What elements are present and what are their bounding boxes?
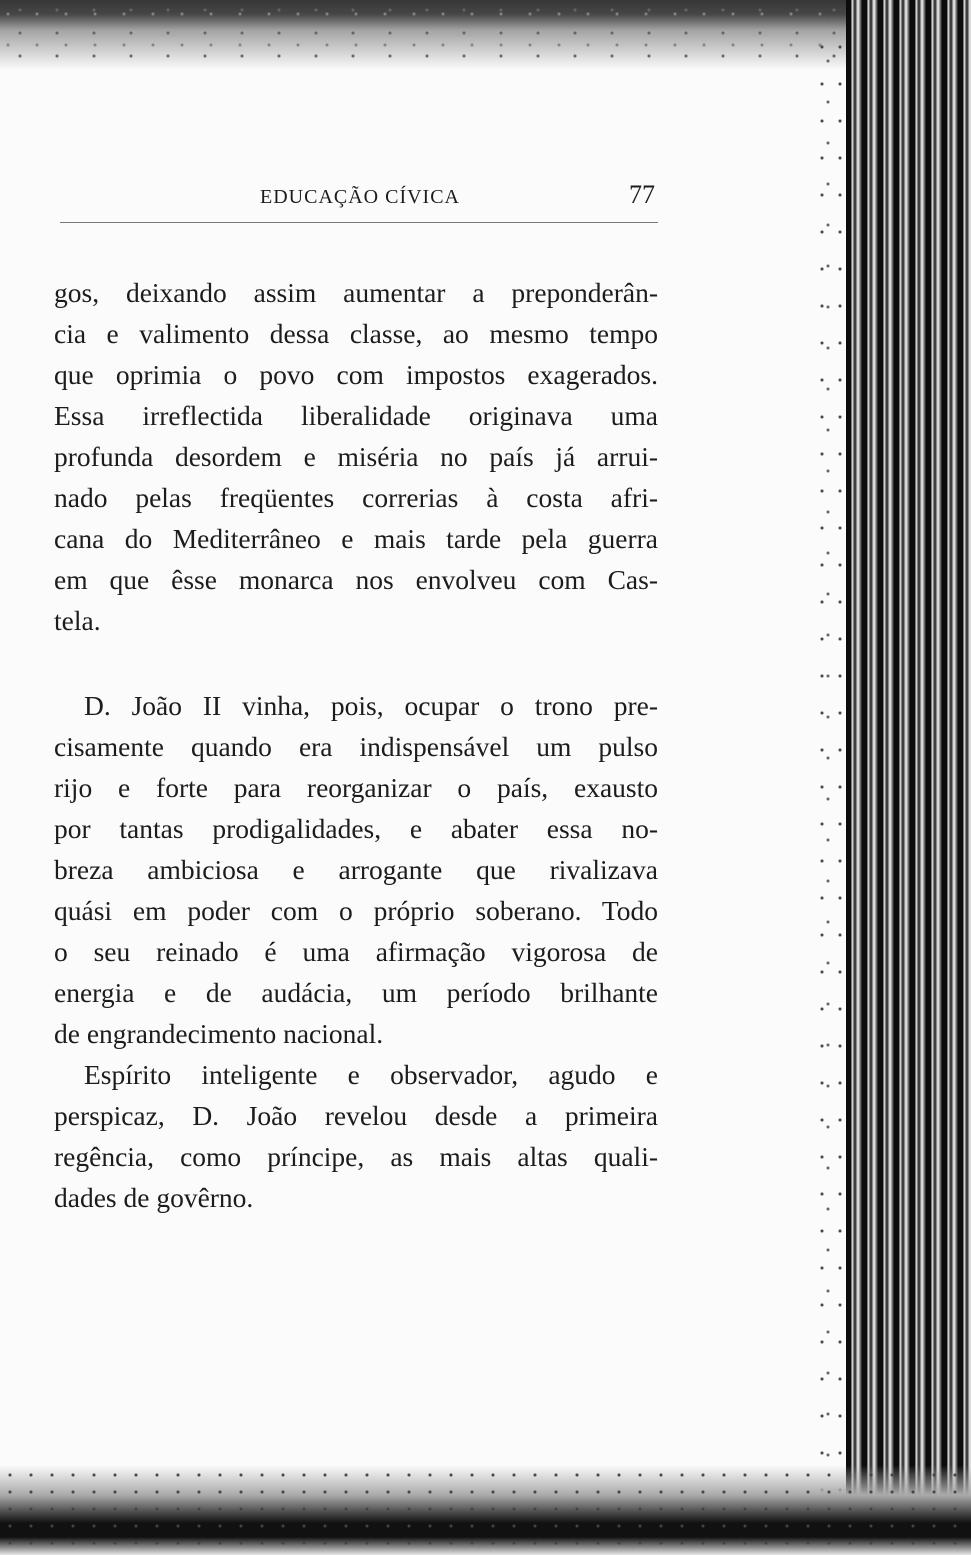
book-gutter-edge [846, 0, 971, 1555]
header-rule [60, 222, 658, 223]
text-line: profunda desordem e miséria no país já arrui- [54, 441, 658, 472]
running-header [260, 180, 655, 216]
text-line: gos, deixando assim aumentar a preponderân- [54, 277, 658, 308]
page-number: 77 [629, 180, 655, 209]
text-line: cana do Mediterrâneo e mais tarde pela guerra [54, 523, 658, 554]
running-title: EDUCAÇÃO CÍVICA [260, 186, 460, 208]
text-line: o seu reinado é uma afirmação vigorosa de [54, 936, 658, 967]
text-line: tela. [54, 605, 101, 636]
text-line: regência, como príncipe, as mais altas quali- [54, 1141, 658, 1172]
text-line: nado pelas freqüentes correrias à costa afri- [54, 482, 658, 513]
text-line: quási em poder com o próprio soberano. Todo [54, 895, 658, 926]
text-line: cisamente quando era indispensável um pulso [54, 731, 658, 762]
text-line: energia e de audácia, um período brilhante [54, 977, 658, 1008]
text-line: D. João II vinha, pois, ocupar o trono pre- [84, 690, 658, 721]
scan-gutter-noise [816, 0, 846, 1555]
scan-bottom-edge [0, 1465, 971, 1555]
text-line: rijo e forte para reorganizar o país, exausto [54, 772, 658, 803]
text-line: Espírito inteligente e observador, agudo e [84, 1059, 658, 1090]
text-line: Essa irreflectida liberalidade originava uma [54, 400, 658, 431]
text-line: breza ambiciosa e arrogante que rivalizava [54, 854, 658, 885]
text-line: por tantas prodigalidades, e abater essa no- [54, 813, 658, 844]
text-line: de engrandecimento nacional. [54, 1018, 384, 1049]
text-line: perspicaz, D. João revelou desde a primeira [54, 1100, 658, 1131]
text-line: que oprimia o povo com impostos exagerados. [54, 359, 658, 390]
text-line: dades de govêrno. [54, 1182, 254, 1213]
text-line: cia e valimento dessa classe, ao mesmo tempo [54, 318, 658, 349]
text-line: em que êsse monarca nos envolveu com Cas- [54, 564, 658, 595]
